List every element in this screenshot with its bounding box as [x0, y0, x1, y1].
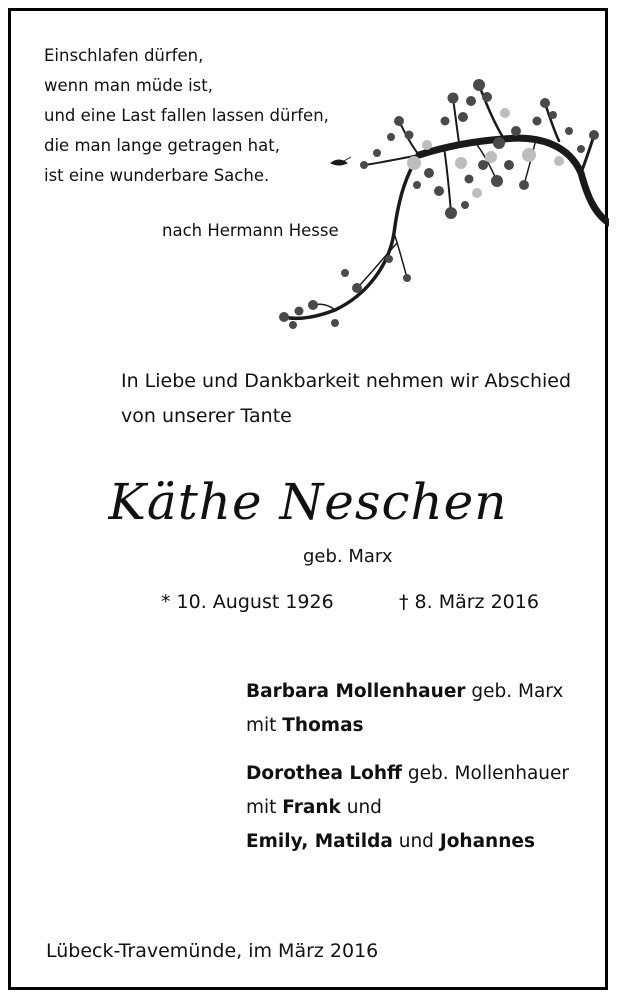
- poem-line: ist eine wunderbare Sache.: [44, 166, 270, 185]
- poem-line: die man lange getragen hat,: [44, 136, 280, 155]
- mourner-note: und: [340, 797, 382, 818]
- spacer: [246, 743, 569, 757]
- poem-line: und eine Last fallen lassen dürfen,: [44, 106, 329, 125]
- mourner-name: Dorothea Lohff: [246, 763, 403, 784]
- mourner-note: geb. Mollenhauer: [402, 763, 569, 784]
- mourner-line: [246, 757, 569, 791]
- intro-line: von unserer Tante: [121, 405, 292, 427]
- mourner-note: mit: [246, 715, 283, 736]
- mourner-line: [246, 709, 569, 743]
- obituary-card: [8, 8, 608, 990]
- mourner-name: Thomas: [282, 715, 364, 736]
- mourner-line: [246, 791, 569, 825]
- mourner-note: und: [392, 831, 440, 852]
- mourner-name: Emily, Matilda: [246, 831, 393, 852]
- maiden-name: geb. Marx: [303, 546, 393, 567]
- mourner-note: mit: [246, 797, 283, 818]
- mourner-note: geb. Marx: [465, 681, 564, 702]
- poem-line: wenn man müde ist,: [44, 76, 213, 95]
- birth-date: * 10. August 1926: [161, 591, 334, 613]
- place-date: Lübeck-Travemünde, im März 2016: [46, 940, 379, 962]
- deceased-name: Käthe Neschen: [108, 473, 508, 531]
- poem-author: nach Hermann Hesse: [162, 221, 339, 240]
- mourners-list: [246, 675, 569, 859]
- intro-text: [121, 364, 571, 434]
- cherry-blossom-branch-icon: [269, 73, 609, 333]
- mourner-name: Johannes: [439, 831, 535, 852]
- mourner-name: Barbara Mollenhauer: [246, 681, 466, 702]
- mourner-line: [246, 825, 569, 859]
- mourner-line: [246, 675, 569, 709]
- poem-line: Einschlafen dürfen,: [44, 46, 204, 65]
- death-date: † 8. März 2016: [399, 591, 539, 613]
- mourner-name: Frank: [282, 797, 341, 818]
- intro-line: In Liebe und Dankbarkeit nehmen wir Abschied: [121, 370, 572, 392]
